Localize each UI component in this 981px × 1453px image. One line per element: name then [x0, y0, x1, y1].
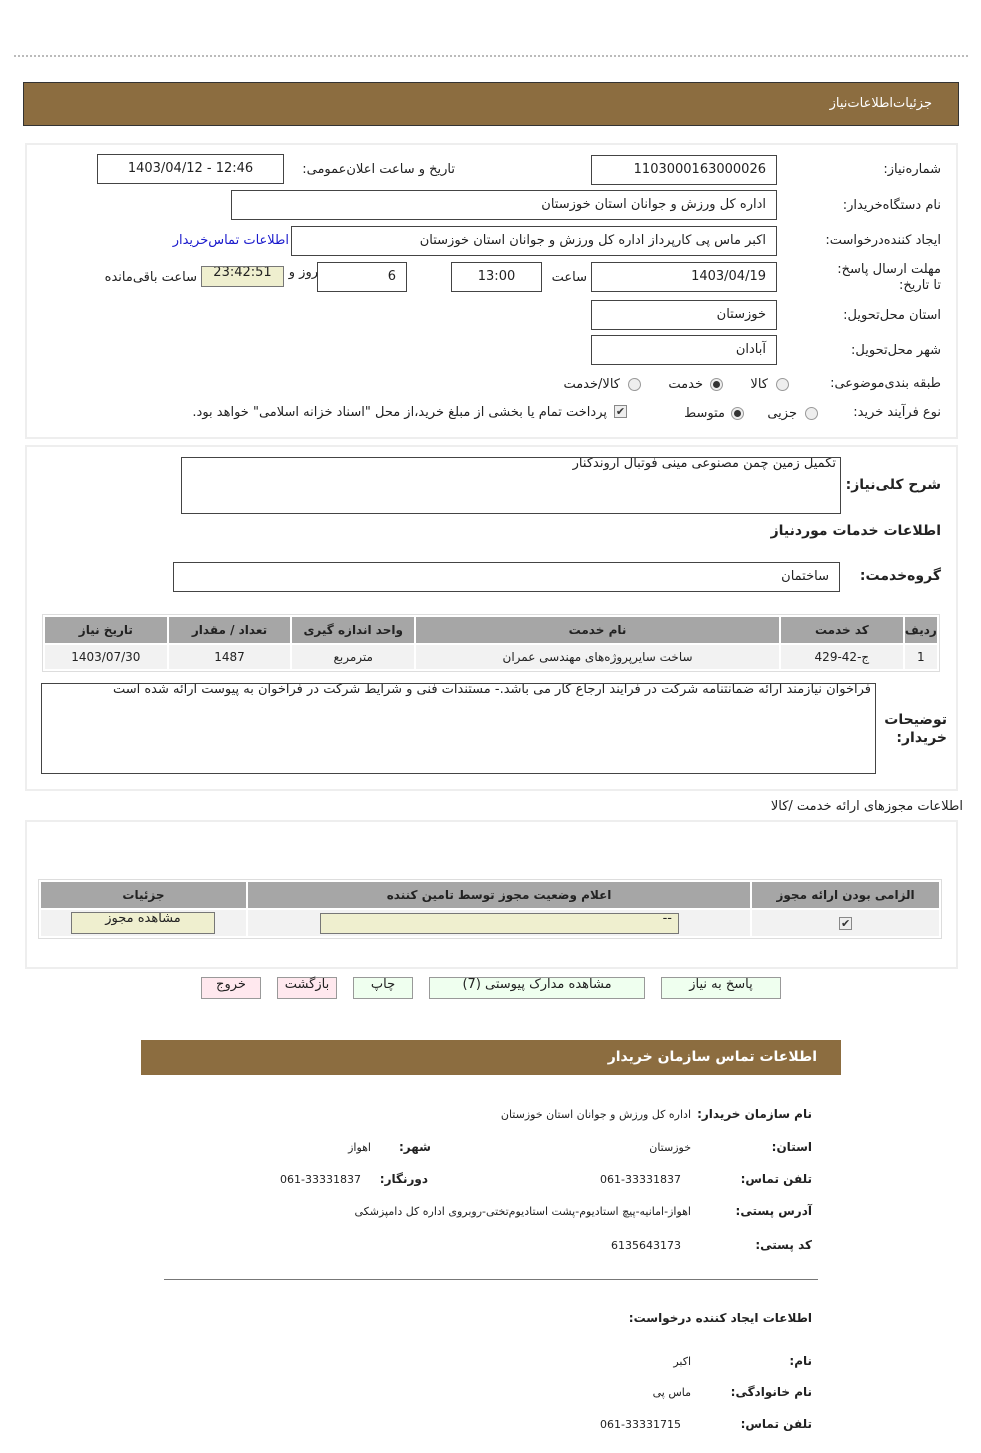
category-option-goods: کالا [750, 377, 768, 392]
respond-button[interactable]: پاسخ به نیاز [661, 977, 781, 999]
print-button[interactable]: چاپ [353, 977, 413, 999]
top-divider [14, 55, 968, 57]
cell-unit: مترمربع [292, 645, 414, 669]
category-option-goods-service: کالا/خدمت [563, 377, 620, 392]
creator-info-title: اطلاعات ایجاد کننده درخواست: [628, 1311, 812, 1325]
name-label: نام: [789, 1354, 812, 1368]
buyer-field: اداره کل ورزش و جوانان استان خوزستان [231, 190, 777, 220]
permit-status-field[interactable]: -- [320, 913, 679, 934]
col-name: نام خدمت [416, 617, 779, 643]
cell-qty: 1487 [169, 645, 291, 669]
services-title: اطلاعات خدمات موردنیاز [770, 523, 941, 539]
process-radio-minor[interactable] [805, 407, 818, 420]
payment-note: پرداخت تمام یا بخشی از مبلغ خرید،از محل "اسناد خزانه اسلامی" خواهد بود. [192, 405, 607, 420]
service-group-field: ساختمان [173, 562, 840, 592]
summary-field: تکمیل زمین چمن مصنوعی مینی فوتبال اروندکنار [181, 457, 841, 514]
buyer-label: نام دستگاه‌خریدار: [842, 198, 941, 213]
category-option-service: خدمت [668, 377, 703, 392]
buyer-notes-label: توضیحات خریدار: [884, 712, 947, 746]
permits-table-header [41, 882, 939, 908]
fax-label: دورنگار: [379, 1172, 428, 1186]
cell-name: ساخت سایرپروژه‌های مهندسی عمران [416, 645, 779, 669]
col-qty: تعداد / مقدار [169, 617, 291, 643]
days-label: روز و [288, 265, 318, 280]
province-label: استان محل‌تحویل: [843, 308, 941, 323]
view-permit-button[interactable]: مشاهده مجوز [71, 912, 215, 934]
category-radio-service[interactable] [710, 378, 723, 391]
col-code: کد خدمت [781, 617, 903, 643]
fax-value: 061-33331837 [280, 1173, 361, 1186]
province-field: خوزستان [591, 300, 777, 330]
col-row: ردیف [905, 617, 937, 643]
process-label: نوع فرآیند خرید: [853, 405, 941, 420]
summary-label: شرح کلی‌نیاز: [845, 477, 941, 493]
contact-city-value: اهواز [348, 1141, 371, 1154]
org-label: نام سازمان خریدار: [697, 1107, 812, 1121]
org-value: اداره کل ورزش و جوانان استان خوزستان [500, 1108, 691, 1121]
contact-title: اطلاعات تماس سازمان خریدار [607, 1049, 817, 1065]
creator-label: ایجاد کننده‌درخواست: [825, 233, 941, 248]
cell-code: ج-42-429 [781, 645, 903, 669]
deadline-time-field: 13:00 [451, 262, 542, 292]
creator-phone-value: 061-33331715 [600, 1418, 681, 1431]
back-button[interactable]: بازگشت [277, 977, 337, 999]
remaining-time-field: 23:42:51 [201, 266, 284, 287]
category-label: طبقه بندی‌موضوعی: [830, 376, 941, 391]
time-label: ساعت [551, 270, 587, 285]
buyer-notes-field: فراخوان نیازمند ارائه ضمانتنامه شرکت در فرایند ارجاع کار می باشد.- مستندات فنی و شرایط شرکت در فراخوان به پیوست ارائه شده است [41, 683, 876, 774]
creator-phone-label: تلفن تماس: [740, 1417, 812, 1431]
page-header [23, 82, 959, 126]
col-required: الزامی بودن ارائه مجوز [752, 882, 939, 908]
contact-city-label: شهر: [399, 1140, 431, 1154]
contact-province-value: خوزستان [649, 1141, 691, 1154]
col-details: جزئیات [41, 882, 246, 908]
category-radio-goods-service[interactable] [628, 378, 641, 391]
address-label: آدرس پستی: [735, 1204, 812, 1218]
address-value: اهواز-امانیه-پیچ استادیوم-پشت استادیوم‌تختی-روبروی اداره کل دامپزشکی [354, 1205, 691, 1218]
required-checkbox[interactable]: ✔ [840, 917, 851, 930]
contact-phone-value: 061-33331837 [600, 1173, 681, 1186]
cell-required [752, 910, 939, 936]
postal-label: کد پستی: [755, 1238, 812, 1252]
exit-button[interactable]: خروج [201, 977, 261, 999]
city-label: شهر محل‌تحویل: [851, 343, 941, 358]
family-label: نام خانوادگی: [730, 1385, 812, 1399]
table-row [45, 645, 937, 669]
need-number-field: 1103000163000026 [591, 155, 777, 185]
contact-phone-label: تلفن تماس: [740, 1172, 812, 1186]
city-field: آبادان [591, 335, 777, 365]
permits-title: اطلاعات مجوزهای ارائه خدمت /کالا [770, 799, 963, 814]
services-table-header [45, 617, 937, 643]
deadline-label: مهلت ارسال پاسخ: تا تاریخ: [837, 262, 941, 293]
process-radio-medium[interactable] [731, 407, 744, 420]
buyer-contact-link[interactable]: اطلاعات تماس‌خریدار [172, 233, 289, 248]
days-field: 6 [317, 262, 407, 292]
name-value: اکبر [673, 1355, 691, 1368]
col-status: اعلام وضعیت مجوز توسط تامین کننده [248, 882, 750, 908]
deadline-date-field: 1403/04/19 [591, 262, 777, 292]
remaining-label: ساعت باقی‌مانده [104, 270, 197, 285]
announce-field: 1403/04/12 - 12:46 [97, 154, 284, 184]
attachments-button[interactable]: مشاهده مدارک پیوستی (7) [429, 977, 645, 999]
service-group-label: گروه‌خدمت: [859, 568, 941, 584]
col-unit: واحد اندازه گیری [292, 617, 414, 643]
contact-province-label: استان: [771, 1140, 812, 1154]
family-value: ماس پی [652, 1386, 691, 1399]
category-radio-goods[interactable] [776, 378, 789, 391]
need-number-label: شماره‌نیاز: [883, 162, 941, 177]
col-date: تاریخ نیاز [45, 617, 167, 643]
services-table [42, 614, 940, 672]
contact-header [141, 1040, 841, 1075]
cell-date: 1403/07/30 [45, 645, 167, 669]
page-title: جزئیات‌اطلاعات‌نیاز [829, 96, 932, 111]
process-option-medium: متوسط [684, 406, 725, 421]
creator-field: اکبر ماس پی کارپرداز اداره کل ورزش و جوانان استان خوزستان [291, 226, 777, 256]
cell-row: 1 [905, 645, 937, 669]
contact-divider [164, 1279, 818, 1280]
payment-checkbox[interactable]: ✔ [615, 405, 626, 418]
announce-label: تاریخ و ساعت اعلان‌عمومی: [302, 162, 455, 177]
postal-value: 6135643173 [611, 1239, 681, 1252]
process-option-minor: جزیی [767, 406, 797, 421]
